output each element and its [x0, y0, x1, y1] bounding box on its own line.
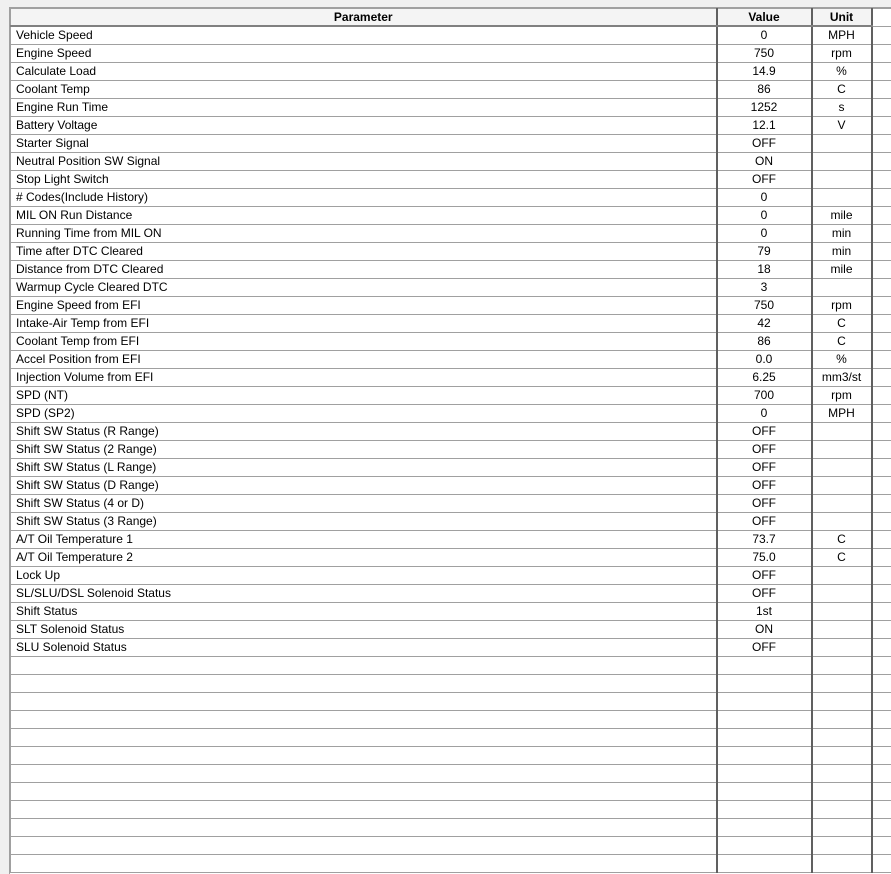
empty-cell — [11, 783, 717, 801]
unit-cell: mile — [812, 207, 872, 225]
unit-cell: C — [812, 549, 872, 567]
empty-cell — [812, 819, 872, 837]
unit-cell: rpm — [812, 45, 872, 63]
filler-cell — [872, 621, 891, 639]
unit-cell — [812, 495, 872, 513]
table-row[interactable] — [11, 225, 891, 243]
filler-cell — [872, 513, 891, 531]
unit-cell — [812, 171, 872, 189]
table-row[interactable] — [11, 81, 891, 99]
table-row[interactable] — [11, 333, 891, 351]
value-cell: 12.1 — [717, 117, 812, 135]
unit-cell: V — [812, 117, 872, 135]
value-cell: OFF — [717, 567, 812, 585]
unit-cell — [812, 621, 872, 639]
filler-cell — [872, 531, 891, 549]
table-row[interactable] — [11, 243, 891, 261]
empty-cell — [812, 765, 872, 783]
empty-cell — [717, 693, 812, 711]
unit-cell: min — [812, 225, 872, 243]
empty-row — [11, 783, 891, 801]
empty-cell — [872, 837, 891, 855]
filler-cell — [872, 153, 891, 171]
value-cell: 0 — [717, 405, 812, 423]
empty-cell — [872, 783, 891, 801]
value-cell: OFF — [717, 135, 812, 153]
empty-cell — [717, 855, 812, 873]
parameter-cell: SPD (SP2) — [11, 405, 717, 423]
filler-cell — [872, 333, 891, 351]
parameter-cell: Shift SW Status (2 Range) — [11, 441, 717, 459]
table-row[interactable] — [11, 153, 891, 171]
table-row[interactable] — [11, 99, 891, 117]
empty-cell — [812, 711, 872, 729]
value-cell: 73.7 — [717, 531, 812, 549]
parameter-cell: Running Time from MIL ON — [11, 225, 717, 243]
unit-cell: mm3/st — [812, 369, 872, 387]
value-cell: 0 — [717, 207, 812, 225]
value-cell: OFF — [717, 441, 812, 459]
unit-cell: C — [812, 81, 872, 99]
unit-cell — [812, 441, 872, 459]
table-row[interactable] — [11, 567, 891, 585]
empty-cell — [717, 747, 812, 765]
empty-cell — [717, 711, 812, 729]
value-cell: 79 — [717, 243, 812, 261]
empty-cell — [11, 855, 717, 873]
empty-cell — [717, 729, 812, 747]
unit-cell: C — [812, 531, 872, 549]
empty-cell — [812, 783, 872, 801]
parameter-cell: Vehicle Speed — [11, 26, 717, 45]
filler-cell — [872, 603, 891, 621]
unit-cell: C — [812, 333, 872, 351]
filler-cell — [872, 567, 891, 585]
empty-cell — [11, 765, 717, 783]
parameter-cell: Shift SW Status (R Range) — [11, 423, 717, 441]
parameter-cell: A/T Oil Temperature 1 — [11, 531, 717, 549]
empty-cell — [11, 729, 717, 747]
filler-cell — [872, 351, 891, 369]
empty-cell — [11, 837, 717, 855]
parameter-cell: SPD (NT) — [11, 387, 717, 405]
value-cell: 3 — [717, 279, 812, 297]
value-cell: OFF — [717, 459, 812, 477]
filler-cell — [872, 279, 891, 297]
column-header-filler — [872, 9, 891, 27]
unit-cell: C — [812, 315, 872, 333]
column-header-value[interactable]: Value — [717, 9, 812, 27]
table-row[interactable] — [11, 45, 891, 63]
empty-cell — [11, 675, 717, 693]
parameter-cell: Starter Signal — [11, 135, 717, 153]
empty-row — [11, 693, 891, 711]
parameter-cell: # Codes(Include History) — [11, 189, 717, 207]
unit-cell — [812, 585, 872, 603]
parameter-cell: Shift SW Status (L Range) — [11, 459, 717, 477]
value-cell: 14.9 — [717, 63, 812, 81]
table-row[interactable] — [11, 351, 891, 369]
table-row[interactable] — [11, 261, 891, 279]
table-row[interactable] — [11, 603, 891, 621]
unit-cell — [812, 279, 872, 297]
filler-cell — [872, 45, 891, 63]
parameter-cell: MIL ON Run Distance — [11, 207, 717, 225]
empty-cell — [717, 675, 812, 693]
empty-cell — [872, 819, 891, 837]
filler-cell — [872, 315, 891, 333]
unit-cell: rpm — [812, 387, 872, 405]
table-row[interactable] — [11, 459, 891, 477]
empty-cell — [717, 801, 812, 819]
filler-cell — [872, 369, 891, 387]
value-cell: 750 — [717, 45, 812, 63]
empty-cell — [11, 711, 717, 729]
empty-cell — [812, 801, 872, 819]
empty-row — [11, 801, 891, 819]
parameter-cell: Lock Up — [11, 567, 717, 585]
value-cell: OFF — [717, 423, 812, 441]
filler-cell — [872, 189, 891, 207]
filler-cell — [872, 585, 891, 603]
value-cell: OFF — [717, 495, 812, 513]
table-row[interactable] — [11, 387, 891, 405]
empty-cell — [11, 657, 717, 675]
value-cell: 0 — [717, 189, 812, 207]
value-cell: 0 — [717, 26, 812, 45]
empty-cell — [872, 765, 891, 783]
value-cell: 700 — [717, 387, 812, 405]
value-cell: 1252 — [717, 99, 812, 117]
filler-cell — [872, 549, 891, 567]
empty-row — [11, 837, 891, 855]
value-cell: ON — [717, 621, 812, 639]
table-body — [11, 26, 891, 873]
table-row[interactable] — [11, 135, 891, 153]
filler-cell — [872, 81, 891, 99]
value-cell: ON — [717, 153, 812, 171]
filler-cell — [872, 441, 891, 459]
filler-cell — [872, 387, 891, 405]
filler-cell — [872, 405, 891, 423]
parameter-cell: Engine Speed — [11, 45, 717, 63]
filler-cell — [872, 171, 891, 189]
table-row[interactable] — [11, 639, 891, 657]
empty-cell — [11, 801, 717, 819]
table-row[interactable] — [11, 513, 891, 531]
value-cell: 86 — [717, 333, 812, 351]
filler-cell — [872, 459, 891, 477]
unit-cell: mile — [812, 261, 872, 279]
table-row[interactable] — [11, 549, 891, 567]
filler-cell — [872, 495, 891, 513]
table-row[interactable] — [11, 423, 891, 441]
empty-cell — [872, 729, 891, 747]
parameter-cell: Coolant Temp — [11, 81, 717, 99]
table-row[interactable] — [11, 297, 891, 315]
filler-cell — [872, 117, 891, 135]
column-header-parameter[interactable]: Parameter — [11, 9, 717, 27]
empty-row — [11, 819, 891, 837]
value-cell: OFF — [717, 639, 812, 657]
filler-cell — [872, 297, 891, 315]
unit-cell: % — [812, 351, 872, 369]
empty-cell — [717, 765, 812, 783]
parameter-cell: Shift SW Status (D Range) — [11, 477, 717, 495]
empty-cell — [717, 819, 812, 837]
unit-cell — [812, 567, 872, 585]
parameter-table — [10, 8, 891, 873]
filler-cell — [872, 63, 891, 81]
table-row[interactable] — [11, 531, 891, 549]
empty-cell — [717, 837, 812, 855]
empty-cell — [11, 693, 717, 711]
empty-cell — [872, 675, 891, 693]
empty-cell — [812, 837, 872, 855]
unit-cell: min — [812, 243, 872, 261]
unit-cell — [812, 513, 872, 531]
data-list-grid — [9, 7, 891, 874]
empty-row — [11, 765, 891, 783]
table-row[interactable] — [11, 207, 891, 225]
empty-cell — [11, 819, 717, 837]
unit-cell — [812, 477, 872, 495]
value-cell: 42 — [717, 315, 812, 333]
empty-cell — [872, 693, 891, 711]
empty-cell — [812, 747, 872, 765]
table-row[interactable] — [11, 117, 891, 135]
parameter-cell: Coolant Temp from EFI — [11, 333, 717, 351]
value-cell: 6.25 — [717, 369, 812, 387]
parameter-cell: Engine Run Time — [11, 99, 717, 117]
empty-row — [11, 675, 891, 693]
table-row[interactable] — [11, 495, 891, 513]
empty-cell — [812, 693, 872, 711]
parameter-cell: Accel Position from EFI — [11, 351, 717, 369]
parameter-cell: Warmup Cycle Cleared DTC — [11, 279, 717, 297]
header-row — [11, 9, 891, 27]
filler-cell — [872, 243, 891, 261]
unit-cell: s — [812, 99, 872, 117]
value-cell: 18 — [717, 261, 812, 279]
parameter-cell: Engine Speed from EFI — [11, 297, 717, 315]
filler-cell — [872, 225, 891, 243]
parameter-cell: A/T Oil Temperature 2 — [11, 549, 717, 567]
parameter-cell: Injection Volume from EFI — [11, 369, 717, 387]
table-row[interactable] — [11, 63, 891, 81]
table-row[interactable] — [11, 279, 891, 297]
table-row[interactable] — [11, 477, 891, 495]
empty-cell — [872, 801, 891, 819]
value-cell: 0 — [717, 225, 812, 243]
parameter-cell: SLT Solenoid Status — [11, 621, 717, 639]
parameter-cell: Distance from DTC Cleared — [11, 261, 717, 279]
column-header-unit[interactable]: Unit — [812, 9, 872, 27]
table-row[interactable] — [11, 405, 891, 423]
empty-row — [11, 729, 891, 747]
table-row[interactable] — [11, 315, 891, 333]
filler-cell — [872, 477, 891, 495]
empty-cell — [11, 747, 717, 765]
unit-cell: MPH — [812, 26, 872, 45]
table-row[interactable] — [11, 441, 891, 459]
empty-cell — [717, 657, 812, 675]
parameter-cell: Battery Voltage — [11, 117, 717, 135]
empty-row — [11, 657, 891, 675]
table-row[interactable] — [11, 621, 891, 639]
parameter-cell: Stop Light Switch — [11, 171, 717, 189]
filler-cell — [872, 423, 891, 441]
empty-cell — [812, 855, 872, 873]
unit-cell — [812, 459, 872, 477]
filler-cell — [872, 99, 891, 117]
value-cell: 1st — [717, 603, 812, 621]
filler-cell — [872, 639, 891, 657]
parameter-cell: SLU Solenoid Status — [11, 639, 717, 657]
parameter-cell: Calculate Load — [11, 63, 717, 81]
unit-cell — [812, 423, 872, 441]
parameter-cell: Shift SW Status (3 Range) — [11, 513, 717, 531]
unit-cell — [812, 153, 872, 171]
unit-cell — [812, 135, 872, 153]
empty-cell — [812, 657, 872, 675]
value-cell: 750 — [717, 297, 812, 315]
value-cell: OFF — [717, 477, 812, 495]
parameter-cell: Shift Status — [11, 603, 717, 621]
unit-cell: rpm — [812, 297, 872, 315]
value-cell: OFF — [717, 513, 812, 531]
unit-cell: % — [812, 63, 872, 81]
filler-cell — [872, 261, 891, 279]
empty-row — [11, 711, 891, 729]
value-cell: 86 — [717, 81, 812, 99]
value-cell: OFF — [717, 585, 812, 603]
empty-cell — [872, 711, 891, 729]
filler-cell — [872, 207, 891, 225]
parameter-cell: Intake-Air Temp from EFI — [11, 315, 717, 333]
table-row[interactable] — [11, 189, 891, 207]
empty-cell — [812, 675, 872, 693]
empty-cell — [717, 783, 812, 801]
empty-row — [11, 747, 891, 765]
empty-cell — [812, 729, 872, 747]
value-cell: 75.0 — [717, 549, 812, 567]
table-row[interactable] — [11, 171, 891, 189]
unit-cell — [812, 189, 872, 207]
empty-row — [11, 855, 891, 873]
unit-cell: MPH — [812, 405, 872, 423]
parameter-cell: Time after DTC Cleared — [11, 243, 717, 261]
filler-cell — [872, 26, 891, 45]
unit-cell — [812, 603, 872, 621]
parameter-cell: Neutral Position SW Signal — [11, 153, 717, 171]
filler-cell — [872, 135, 891, 153]
parameter-cell: Shift SW Status (4 or D) — [11, 495, 717, 513]
unit-cell — [812, 639, 872, 657]
parameter-cell: SL/SLU/DSL Solenoid Status — [11, 585, 717, 603]
value-cell: 0.0 — [717, 351, 812, 369]
table-row[interactable] — [11, 585, 891, 603]
table-row[interactable] — [11, 26, 891, 45]
empty-cell — [872, 747, 891, 765]
empty-cell — [872, 657, 891, 675]
value-cell: OFF — [717, 171, 812, 189]
empty-cell — [872, 855, 891, 873]
table-row[interactable] — [11, 369, 891, 387]
